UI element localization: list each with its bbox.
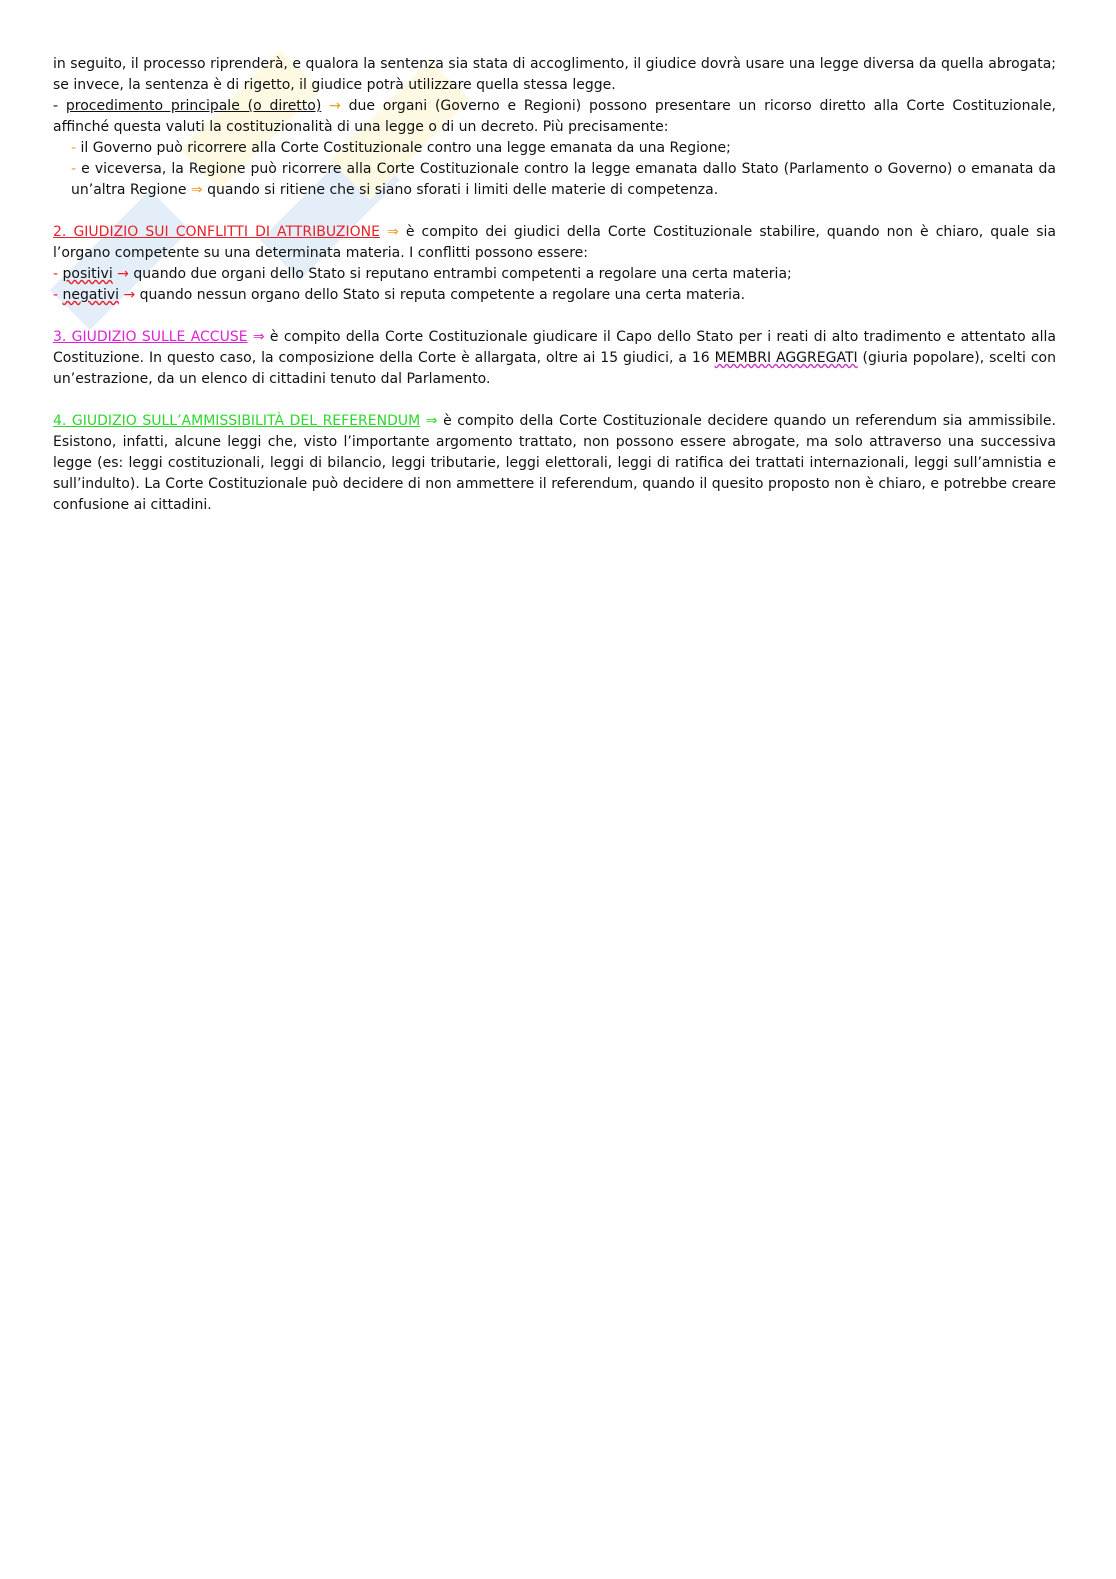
section-2-title: 2. GIUDIZIO SUI CONFLITTI DI ATTRIBUZIONE xyxy=(53,224,380,240)
double-arrow-icon: ⇒ xyxy=(247,329,270,345)
intro-sub-item-1: - il Governo può ricorrere alla Corte Costituzionale contro una legge emanata da una Regione; xyxy=(71,140,731,156)
intro-line2: due organi (Governo e Regioni) possono presentare un ricorso diretto alla Corte Costituzionale, affinché questa valuti la costituzionalità di una legge o di un decreto. Più precisamente: xyxy=(53,98,1056,135)
intro-sub-item-2: - e viceversa, la Regione può ricorrere alla Corte Costituzionale contro la legge emanata dallo Stato (Parlamento o Governo) o emanata da un’altra Regione ⇒ quando si ritiene che si siano sforati i limiti delle materie di competenza. xyxy=(71,161,1056,198)
bullet-dash: - xyxy=(71,161,82,177)
intro-paragraph xyxy=(53,54,1056,138)
section-2-positivi: - positivi → quando due organi dello Stato si reputano entrambi competenti a regolare una certa materia; xyxy=(53,266,792,282)
bullet-dash: - xyxy=(53,287,63,303)
double-arrow-icon: ⇒ xyxy=(379,224,406,240)
double-arrow-icon: ⇒ xyxy=(186,182,208,198)
section-4-text: è compito della Corte Costituzionale decidere quando un referendum sia ammissibile. Esistono, infatti, alcune leggi che, visto l’importante argomento trattato, non possono essere abrogate, ma solo attraverso una successiva legge (es: leggi costituzionali, leggi di bilancio, leggi tributarie, leggi elettorali, leggi di ratifica dei trattati internazionali, leggi sull’amnistia e sull’indulto). La Corte Costituzionale può decidere di non ammettere il referendum, quando il quesito proposto non è chiaro, e potrebbe creare confusione ai cittadini. xyxy=(53,413,1056,513)
intro-line1: in seguito, il processo riprenderà, e qualora la sentenza sia stata di accoglimento, il giudice dovrà usare una legge diversa da quella abrogata; se invece, la sentenza è di rigetto, il giudice potrà utilizzare quella stessa legge. xyxy=(53,56,1056,93)
section-2 xyxy=(53,222,1056,264)
section-3-title: 3. GIUDIZIO SULLE ACCUSE xyxy=(53,329,248,345)
membri-aggregati-term: MEMBRI AGGREGATI xyxy=(714,350,858,366)
section-3: 3. GIUDIZIO SULLE ACCUSE ⇒ è compito della Corte Costituzionale giudicare il Capo dello Stato per i reati di alto tradimento e attentato alla Costituzione. In questo caso, la composizione della Corte è allargata, oltre ai 15 giudici, a 16 MEMBRI AGGREGATI (giuria popolare), scelti con un’estrazione, da un elenco di cittadini tenuto dal Parlamento. xyxy=(53,329,1056,387)
section-2-text: è compito dei giudici della Corte Costituzionale stabilire, quando non è chiaro, quale sia l’organo competente su una determinata materia. I conflitti possono essere: xyxy=(53,224,1056,261)
bullet-dash: - xyxy=(53,266,63,282)
procedimento-principale-term: procedimento principale (o diretto) xyxy=(65,98,322,114)
arrow-icon: → xyxy=(321,98,349,114)
double-arrow-icon: ⇒ xyxy=(420,413,444,429)
arrow-icon: → xyxy=(119,287,140,303)
negativi-term: negativi xyxy=(62,287,120,303)
section-4-title: 4. GIUDIZIO SULL’AMMISSIBILITÀ DEL REFERENDUM xyxy=(53,413,421,429)
bullet-dash: - xyxy=(71,140,81,156)
section-4 xyxy=(53,411,1056,516)
section-2-negativi: - negativi → quando nessun organo dello Stato si reputa competente a regolare una certa materia. xyxy=(53,287,746,303)
positivi-term: positivi xyxy=(62,266,113,282)
arrow-icon: → xyxy=(112,266,134,282)
document-body xyxy=(53,54,1056,516)
intro-dash: - xyxy=(53,98,66,114)
